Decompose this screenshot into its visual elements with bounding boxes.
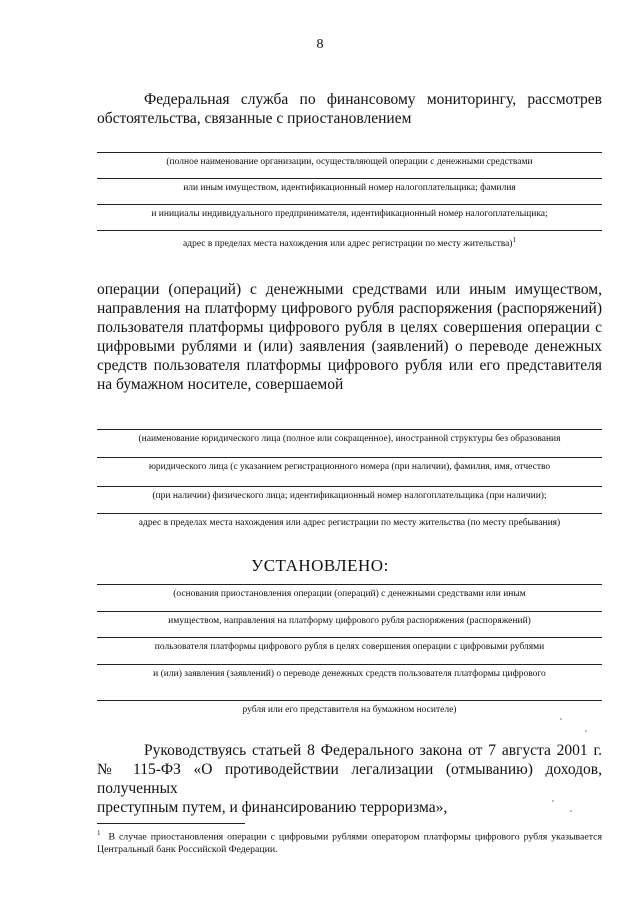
fill-line: [97, 584, 602, 585]
scan-speck: [552, 800, 554, 802]
field-caption: (полное наименование организации, осуществляющей операции с денежными средствами: [166, 157, 533, 167]
field-caption: (наименование юридического лица (полное или сокращенное), иностранной структуры без образования: [138, 434, 561, 444]
fill-line: [97, 611, 602, 612]
fill-line: [97, 700, 602, 701]
field-caption: или иным имуществом, идентификационный номер налогоплательщика; фамилия: [183, 183, 516, 193]
fill-line: [97, 230, 602, 231]
operations-line: с цифровыми рублями и (или) заявления (заявлений) о переводе денежных: [97, 319, 602, 355]
field-caption: имуществом, направления на платформу цифрового рубля распоряжения (распоряжений): [168, 616, 531, 626]
scan-speck: [560, 718, 562, 720]
operations-line: на бумажном носителе, совершаемой: [97, 376, 344, 393]
fill-line: [97, 204, 602, 205]
legal-basis-line: Руководствуясь статьей 8 Федерального закона от 7 августа 2001 г.: [144, 742, 602, 759]
operations-line: пользователя платформы цифрового рубля в целях совершения операции: [97, 319, 590, 336]
field-caption: (основания приостановления операции (операций) с денежными средствами или иным: [173, 589, 526, 599]
footnote-marker: 1: [97, 829, 101, 837]
fill-line: [97, 457, 602, 458]
field-caption-text: адрес в пределах места нахождения или адрес регистрации по месту жительства): [183, 239, 513, 250]
fill-line: [97, 178, 602, 179]
intro-line-2: обстоятельства, связанные с приостановлением: [97, 110, 412, 127]
field-caption: адрес в пределах места нахождения или адрес регистрации по месту жительства (по месту пребывания): [138, 518, 561, 528]
operations-paragraph: [97, 280, 602, 394]
operations-line: направления на платформу цифрового рубля распоряжения (распоряжений): [97, 300, 602, 317]
fill-line: [97, 637, 602, 638]
intro-paragraph: [97, 90, 602, 128]
legal-basis-line: № 115-ФЗ «О противодействии легализации (отмыванию) доходов, полученных: [97, 761, 602, 797]
fill-line: [97, 486, 602, 487]
field-caption: и инициалы индивидуального предпринимателя, идентификационный номер налогоплательщика;: [151, 209, 548, 219]
intro-line-1: Федеральная служба по финансовому мониторингу, рассмотрев: [144, 91, 602, 108]
fill-line: [97, 152, 602, 153]
operations-line: операции (операций) с денежными средствами или иным имуществом,: [97, 281, 602, 298]
fill-line: [97, 429, 602, 430]
field-caption: рубля или его представителя на бумажном носителе): [242, 705, 457, 715]
field-caption: и (или) заявления (заявлений) о переводе денежных средств пользователя платформы цифрового: [153, 669, 546, 679]
scan-speck: [585, 730, 587, 732]
field-caption: (при наличии) физического лица; идентификационный номер налогоплательщика (при наличии);: [152, 491, 547, 501]
page-number: 8: [316, 37, 324, 52]
scan-speck: [570, 810, 572, 812]
footnote-reference: 1: [512, 236, 516, 244]
footnote-separator: [97, 823, 245, 824]
fill-line: [97, 513, 602, 514]
fill-line: [97, 664, 602, 665]
legal-basis-line: преступным путем, и финансированию терроризма»,: [97, 799, 448, 816]
field-caption: пользователя платформы цифрового рубля в целях совершения операции с цифровыми рублями: [154, 642, 545, 652]
field-caption: юридического лица (с указанием регистрационного номера (при наличии), фамилия, имя, отчество: [148, 462, 551, 472]
operations-line: средств пользователя платформы цифрового рубля или его представителя: [97, 357, 602, 374]
footnote-text: В случае приостановления операции с цифровыми рублями оператором платформы цифрового рубля указывается Центральный банк Российской Федерации.: [97, 831, 602, 856]
field-caption-address: [97, 234, 602, 250]
established-heading: УСТАНОВЛЕНО:: [251, 556, 389, 575]
legal-basis-paragraph: [97, 741, 602, 817]
footnote: [97, 827, 602, 856]
